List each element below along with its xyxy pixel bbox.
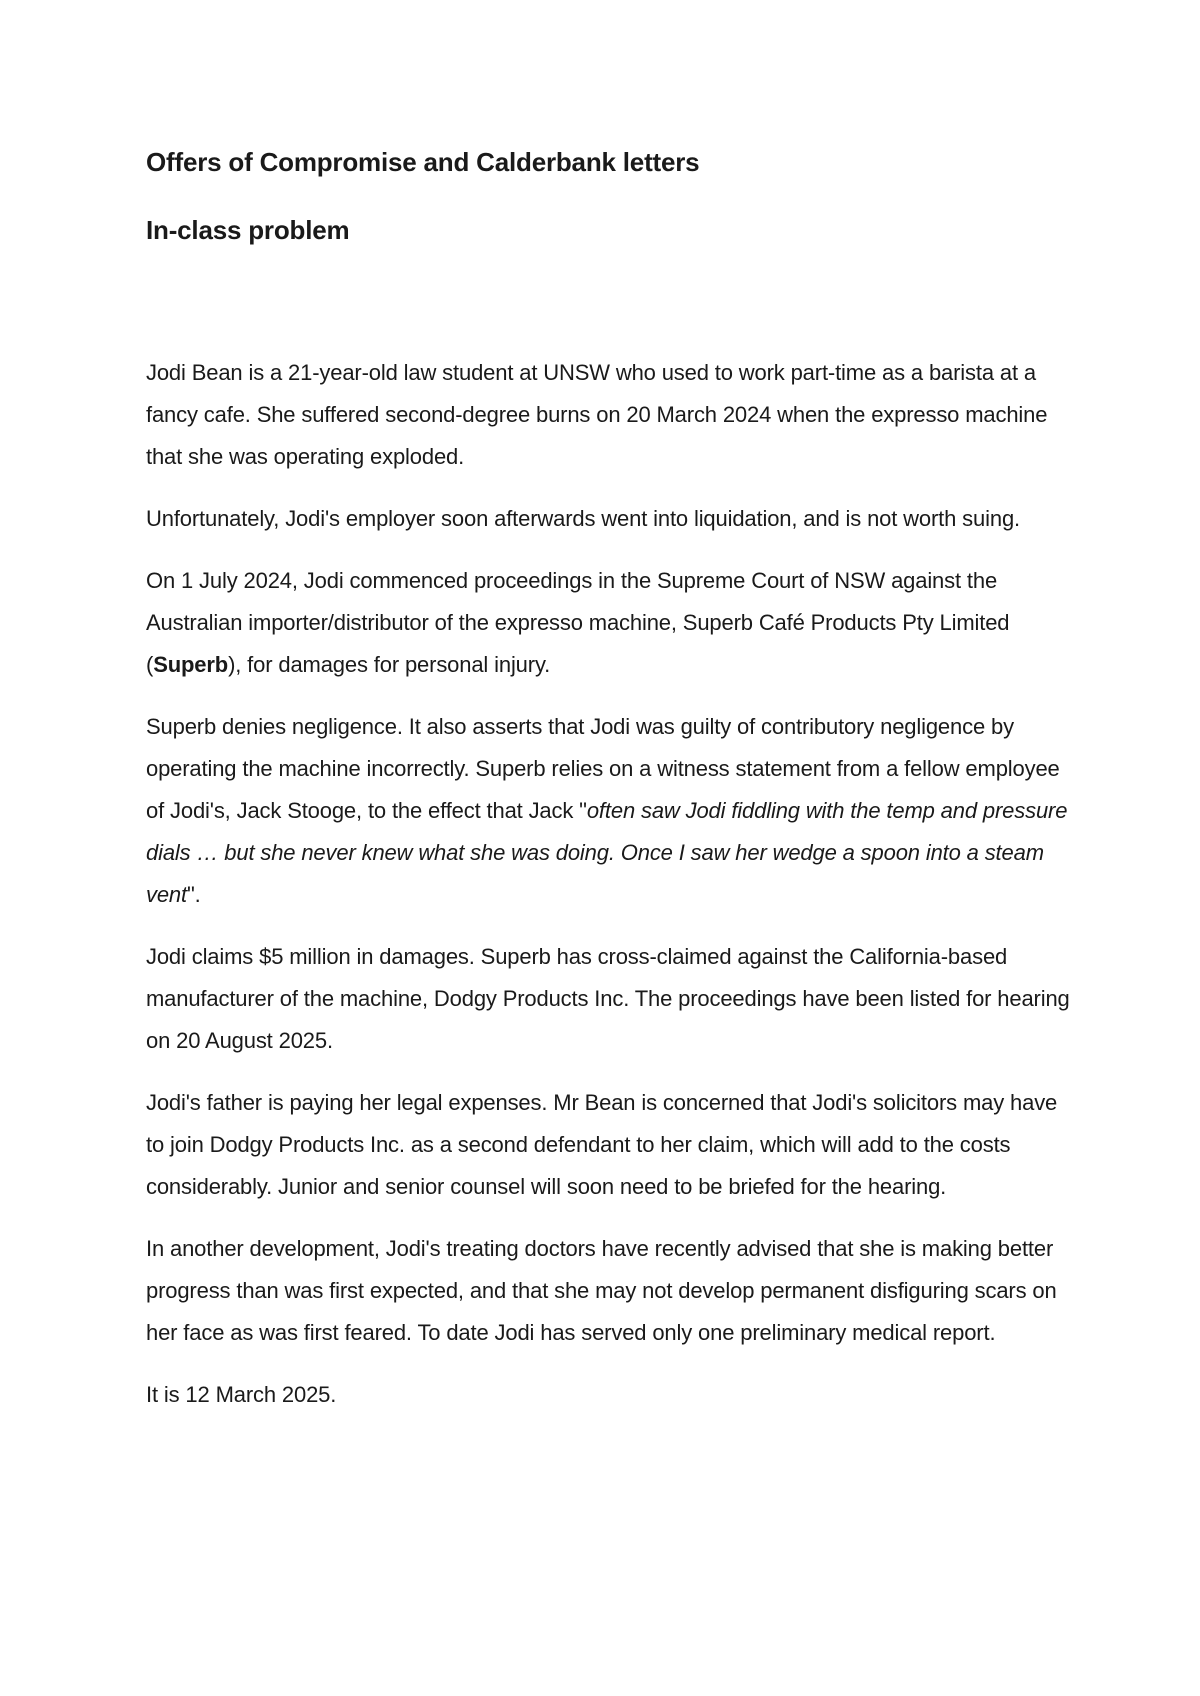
- paragraph-defence: [146, 706, 1076, 916]
- paragraph-proceedings: [146, 560, 1076, 686]
- paragraph-proceedings-text-end: ), for damages for personal injury.: [228, 652, 551, 677]
- paragraph-claim: Jodi claims $5 million in damages. Superb has cross-claimed against the California-based manufacturer of the machine, Dodgy Products Inc. The proceedings have been listed for hearing on 20 August 2025.: [146, 944, 1070, 1053]
- paragraph-proceedings-text-start: On 1 July 2024, Jodi commenced proceedings in the Supreme Court of NSW against the Australian importer/distributor of the expresso machine, Superb Café Products Pty Limited (: [146, 568, 1010, 677]
- paragraph-employer: Unfortunately, Jodi's employer soon afterwards went into liquidation, and is not worth suing.: [146, 506, 1020, 531]
- paragraph-defence-text-end: ".: [186, 882, 201, 907]
- paragraph-medical: In another development, Jodi's treating doctors have recently advised that she is making better progress than was first expected, and that she may not develop permanent disfiguring scars on her face as was first feared. To date Jodi has served only one preliminary medical report.: [146, 1236, 1057, 1345]
- witness-quote: often saw Jodi fiddling with the temp and pressure dials … but she never knew what she was doing. Once I saw her wedge a spoon into a steam vent: [146, 798, 1068, 907]
- paragraph-defence-text-start: Superb denies negligence. It also asserts that Jodi was guilty of contributory negligence by operating the machine incorrectly. Superb relies on a witness statement from a fellow employee of Jodi's, Jack Stooge, to the effect that Jack ": [146, 714, 1060, 823]
- document-subtitle: In-class problem: [146, 215, 350, 245]
- paragraph-date: It is 12 March 2025.: [146, 1382, 337, 1407]
- paragraph-background: Jodi Bean is a 21-year-old law student at UNSW who used to work part-time as a barista at a fancy cafe. She suffered second-degree burns on 20 March 2024 when the expresso machine that she was operating exploded.: [146, 360, 1048, 469]
- document-page: [146, 142, 1076, 1436]
- defined-term-superb: Superb: [153, 652, 229, 677]
- paragraph-costs: Jodi's father is paying her legal expenses. Mr Bean is concerned that Jodi's solicitors may have to join Dodgy Products Inc. as a second defendant to her claim, which will add to the costs considerably. Junior and senior counsel will soon need to be briefed for the hearing.: [146, 1090, 1058, 1199]
- document-title: Offers of Compromise and Calderbank letters: [146, 147, 700, 177]
- document-body: [146, 352, 1076, 1416]
